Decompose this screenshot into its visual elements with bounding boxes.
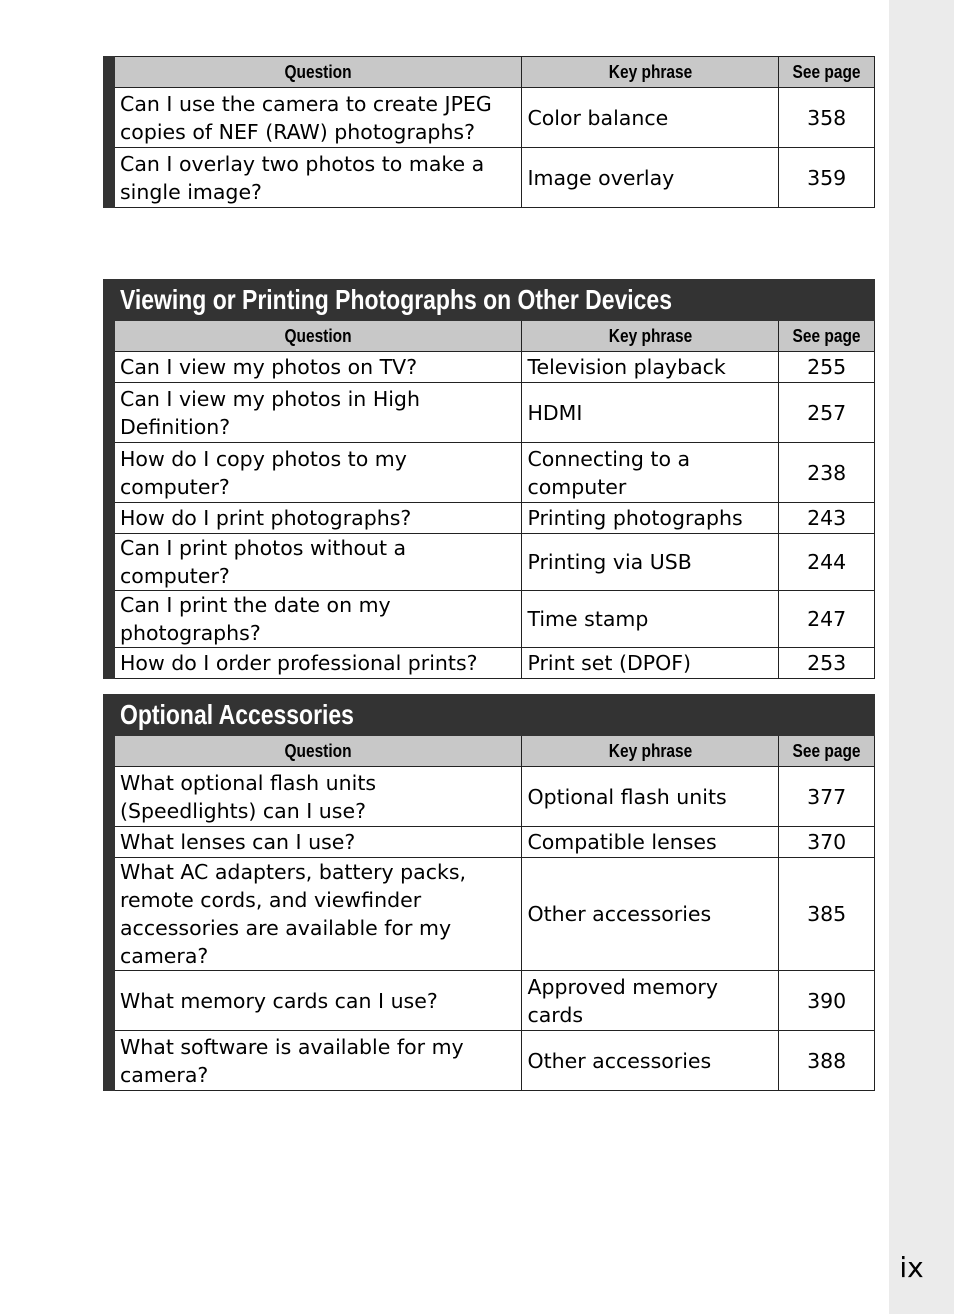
header-question: Question (109, 57, 522, 88)
page-cell: 243 (779, 503, 875, 534)
question-cell: How do I copy photos to my computer? (109, 443, 522, 503)
page-cell: 247 (779, 591, 875, 648)
table-header-row (109, 736, 875, 767)
header-see-page: See page (779, 321, 875, 352)
key-phrase-cell: Time stamp (522, 591, 779, 648)
key-phrase-cell: Color balance (522, 88, 779, 148)
key-phrase-cell: Approved memory cards (522, 971, 779, 1031)
page-number: ix (899, 1251, 924, 1284)
table-row (109, 503, 875, 534)
section-title: Viewing or Printing Photographs on Other Devices (109, 280, 875, 321)
page-cell: 358 (779, 88, 875, 148)
key-phrase-cell: Compatible lenses (522, 827, 779, 858)
question-cell: Can I view my photos on TV? (109, 352, 522, 383)
page-cell: 238 (779, 443, 875, 503)
key-phrase-cell: Optional flash units (522, 767, 779, 827)
key-phrase-cell: Other accessories (522, 1031, 779, 1091)
page-cell: 359 (779, 148, 875, 208)
table-header-row (109, 321, 875, 352)
table-row (109, 767, 875, 827)
page-side-strip (889, 0, 954, 1314)
page-cell: 385 (779, 858, 875, 971)
table-row (109, 591, 875, 648)
table-row (109, 148, 875, 208)
header-key-phrase: Key phrase (522, 321, 779, 352)
page-cell: 255 (779, 352, 875, 383)
table-row (109, 971, 875, 1031)
faq-table-optional-accessories (103, 694, 875, 1091)
table-row (109, 88, 875, 148)
table-row (109, 443, 875, 503)
header-see-page: See page (779, 736, 875, 767)
key-phrase-cell: Image overlay (522, 148, 779, 208)
question-cell: Can I overlay two photos to make a single image? (109, 148, 522, 208)
header-key-phrase: Key phrase (522, 57, 779, 88)
question-cell: How do I order professional prints? (109, 648, 522, 679)
faq-table-editing (103, 56, 875, 208)
question-cell: Can I print photos without a computer? (109, 534, 522, 591)
page-cell: 390 (779, 971, 875, 1031)
question-cell: What software is available for my camera? (109, 1031, 522, 1091)
question-cell: Can I use the camera to create JPEG copies of NEF (RAW) photographs? (109, 88, 522, 148)
key-phrase-cell: Printing via USB (522, 534, 779, 591)
page-cell: 377 (779, 767, 875, 827)
table-row (109, 534, 875, 591)
question-cell: What lenses can I use? (109, 827, 522, 858)
page-cell: 370 (779, 827, 875, 858)
header-question: Question (109, 736, 522, 767)
key-phrase-cell: HDMI (522, 383, 779, 443)
table-row (109, 827, 875, 858)
question-cell: Can I view my photos in High Definition? (109, 383, 522, 443)
key-phrase-cell: Other accessories (522, 858, 779, 971)
page-cell: 244 (779, 534, 875, 591)
key-phrase-cell: Connecting to a computer (522, 443, 779, 503)
table-header-row (109, 57, 875, 88)
question-cell: What AC adapters, battery packs, remote cords, and viewfinder accessories are available for my camera? (109, 858, 522, 971)
section-title-row (109, 280, 875, 321)
page-cell: 388 (779, 1031, 875, 1091)
key-phrase-cell: Television playback (522, 352, 779, 383)
table-row (109, 352, 875, 383)
section-title: Optional Accessories (109, 695, 875, 736)
faq-table-viewing-printing (103, 279, 875, 679)
table-row (109, 648, 875, 679)
question-cell: How do I print photographs? (109, 503, 522, 534)
key-phrase-cell: Printing photographs (522, 503, 779, 534)
header-key-phrase: Key phrase (522, 736, 779, 767)
page-cell: 253 (779, 648, 875, 679)
table-row (109, 858, 875, 971)
question-cell: Can I print the date on my photographs? (109, 591, 522, 648)
question-cell: What memory cards can I use? (109, 971, 522, 1031)
key-phrase-cell: Print set (DPOF) (522, 648, 779, 679)
page-cell: 257 (779, 383, 875, 443)
header-question: Question (109, 321, 522, 352)
header-see-page: See page (779, 57, 875, 88)
table-row (109, 1031, 875, 1091)
table-row (109, 383, 875, 443)
question-cell: What optional flash units (Speedlights) can I use? (109, 767, 522, 827)
section-title-row (109, 695, 875, 736)
